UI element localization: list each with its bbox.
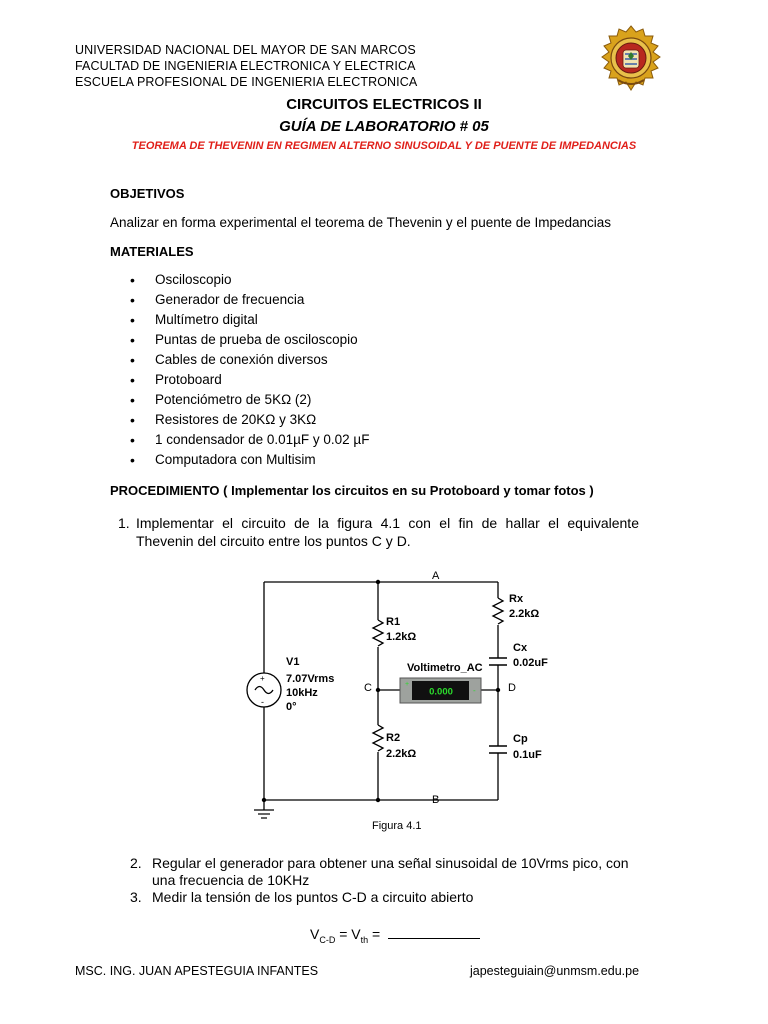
step-1-number: 1. <box>118 515 130 531</box>
step-3-text: Medir la tensión de los puntos C-D a circuito abierto <box>152 889 474 905</box>
node-c-label: C <box>364 682 372 694</box>
list-item: • Computadora con Multisim <box>110 450 369 470</box>
faculty-name: FACULTAD DE INGENIERIA ELECTRONICA Y ELECTRICA <box>75 59 416 73</box>
list-item: • Resistores de 20KΩ y 3KΩ <box>110 410 369 430</box>
materials-list <box>110 270 369 470</box>
vcd-symbol: V <box>310 926 320 942</box>
step-2-number: 2. <box>130 855 142 871</box>
node-a-label: A <box>432 570 440 582</box>
meter-name: Voltimetro_AC <box>407 662 483 674</box>
materials-heading: MATERIALES <box>110 244 194 259</box>
topic-title: TEOREMA DE THEVENIN EN REGIMEN ALTERNO SINUSOIDAL Y DE PUENTE DE IMPEDANCIAS <box>131 140 637 152</box>
meter-reading: 0.000 <box>429 686 453 698</box>
cx-value: 0.02uF <box>513 657 548 669</box>
list-item: • Potenciómetro de 5KΩ (2) <box>110 390 369 410</box>
list-item: • Protoboard <box>110 370 369 390</box>
svg-text:+: + <box>260 674 265 683</box>
step-2-text-line2: una frecuencia de 10KHz <box>152 872 310 888</box>
list-item: • Cables de conexión diversos <box>110 350 369 370</box>
v1-freq: 10kHz <box>286 687 318 699</box>
cp-name: Cp <box>513 733 528 745</box>
sine-icon <box>255 687 273 694</box>
guide-title: GUÍA DE LABORATORIO # 05 <box>279 118 489 135</box>
university-seal-logo <box>598 24 664 94</box>
course-title: CIRCUITOS ELECTRICOS II <box>286 96 482 113</box>
v1-value: 7.07Vrms <box>286 673 335 685</box>
list-item: • Multímetro digital <box>110 310 369 330</box>
vth-equation <box>310 924 480 945</box>
circuit-figure <box>230 565 550 835</box>
rx-name: Rx <box>509 593 524 605</box>
step-2-text-line1: Regular el generador para obtener una señal sinusoidal de 10Vrms pico, con <box>152 855 629 871</box>
step-1-text-line2: Thevenin del circuito entre los puntos C y D. <box>136 533 411 549</box>
objectives-heading: OBJETIVOS <box>110 186 185 201</box>
meter-minus: - <box>473 686 476 695</box>
footer-author: MSC. ING. JUAN APESTEGUIA INFANTES <box>75 964 319 978</box>
svg-text:-: - <box>261 697 264 707</box>
r1-resistor <box>373 620 383 646</box>
rx-resistor <box>493 598 503 624</box>
list-item: • Generador de frecuencia <box>110 290 369 310</box>
v1-phase: 0° <box>286 701 297 713</box>
cp-value: 0.1uF <box>513 749 542 761</box>
figure-caption: Figura 4.1 <box>372 820 422 832</box>
ground-icon <box>254 810 274 818</box>
answer-blank[interactable] <box>388 924 480 939</box>
objectives-text: Analizar en forma experimental el teorema de Thevenin y el puente de Impedancias <box>110 215 612 230</box>
v1-name: V1 <box>286 656 300 668</box>
list-item: • 1 condensador de 0.01µF y 0.02 µF <box>110 430 369 450</box>
step-1-text-line1: Implementar el circuito de la figura 4.1 con el fin de hallar el equivalente <box>136 515 639 531</box>
rx-value: 2.2kΩ <box>509 608 540 620</box>
r1-name: R1 <box>386 616 401 628</box>
r2-value: 2.2kΩ <box>386 748 417 760</box>
step-3-number: 3. <box>130 889 142 905</box>
school-name: ESCUELA PROFESIONAL DE INGENIERIA ELECTRONICA <box>75 75 418 89</box>
vth-subscript: th <box>360 934 369 945</box>
footer-email[interactable]: japesteguiain@unmsm.edu.pe <box>470 964 640 978</box>
r1-value: 1.2kΩ <box>386 631 417 643</box>
cx-name: Cx <box>513 642 528 654</box>
meter-plus: + <box>405 681 410 688</box>
cx-capacitor <box>489 658 507 665</box>
r2-resistor <box>373 725 383 751</box>
r2-name: R2 <box>386 732 401 744</box>
university-name: UNIVERSIDAD NACIONAL DEL MAYOR DE SAN MARCOS <box>75 43 416 57</box>
node-d-label: D <box>508 682 516 694</box>
node-b-label: B <box>432 794 440 806</box>
vth-symbol: = V <box>335 926 361 942</box>
procedure-heading: PROCEDIMIENTO ( Implementar los circuitos en su Protoboard y tomar fotos ) <box>110 483 594 498</box>
cp-capacitor <box>489 746 507 753</box>
vcd-subscript: C-D <box>319 934 336 945</box>
list-item: • Osciloscopio <box>110 270 369 290</box>
equals-sign: = <box>368 926 385 942</box>
list-item: • Puntas de prueba de osciloscopio <box>110 330 369 350</box>
